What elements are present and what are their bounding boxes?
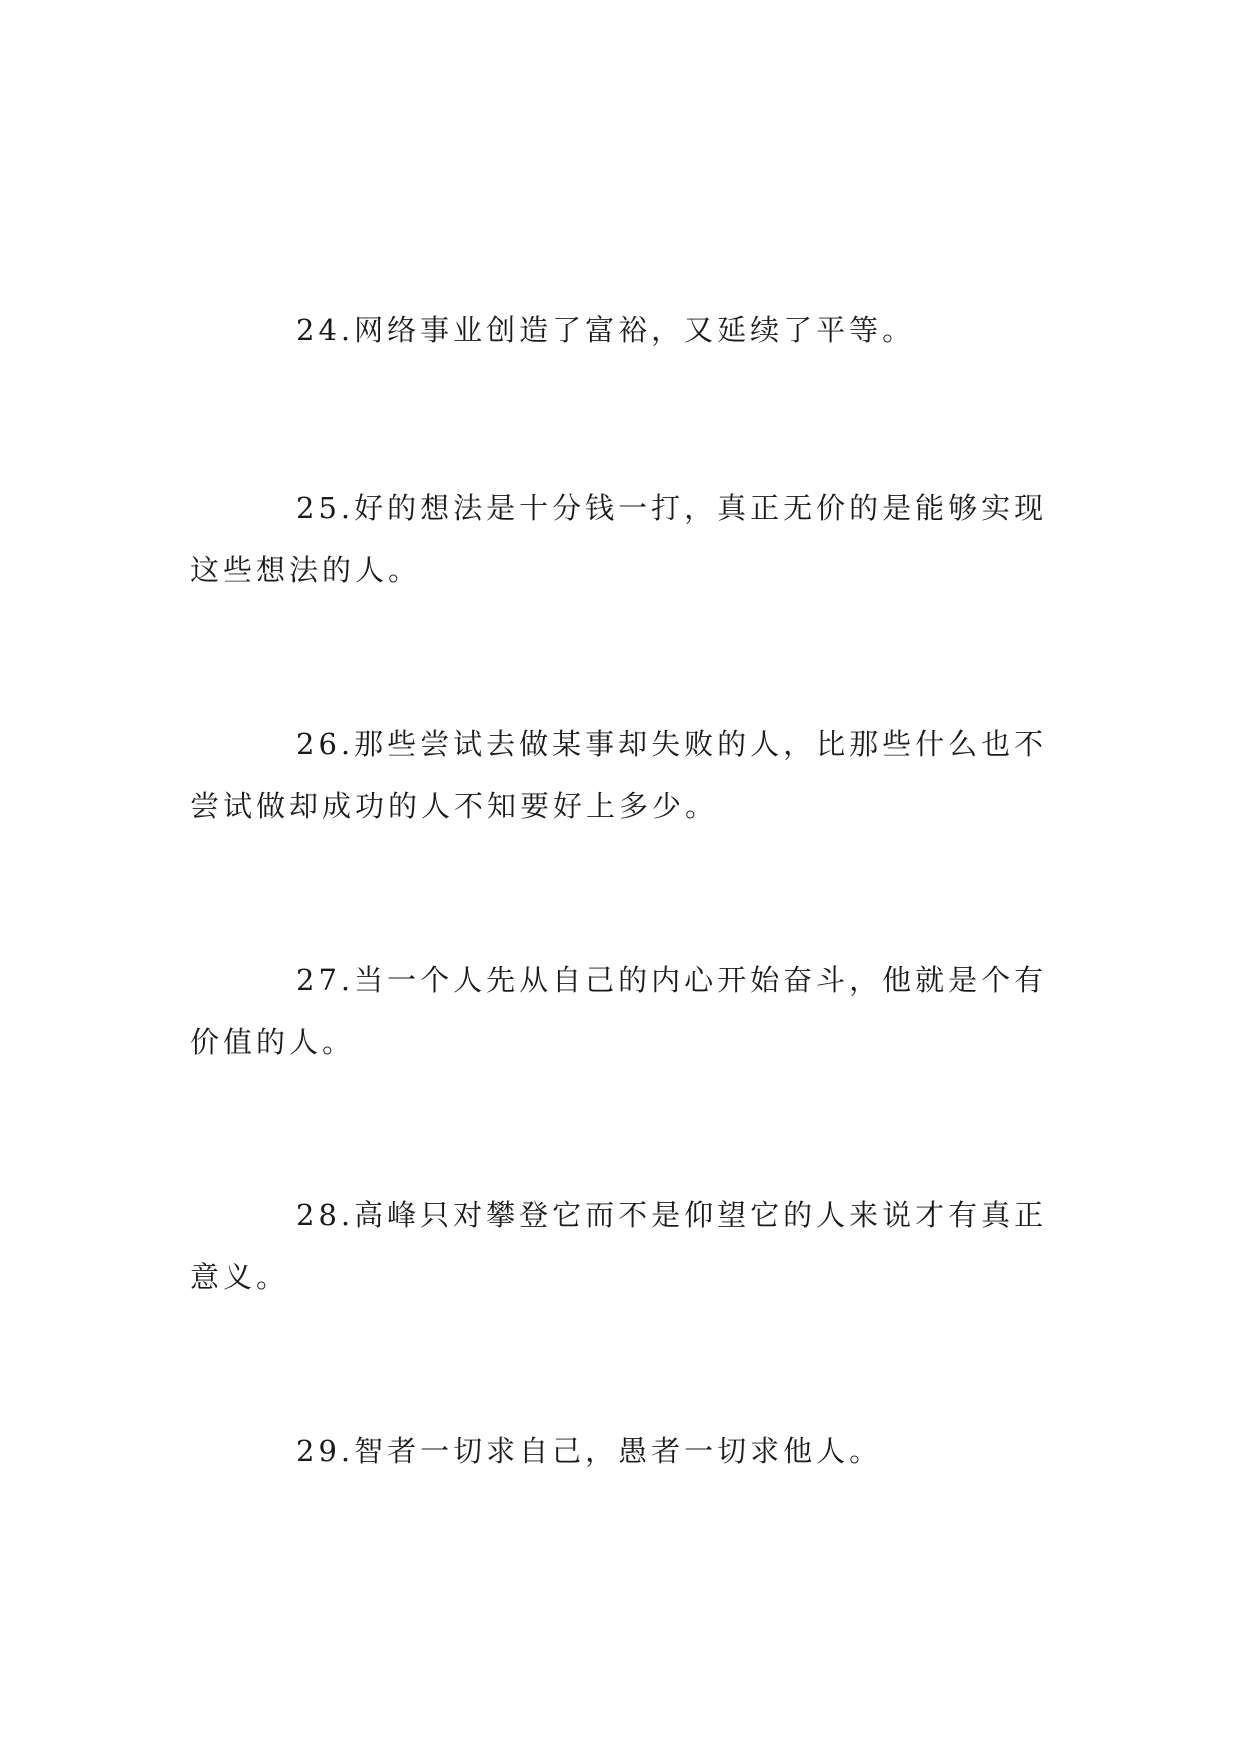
quote-paragraph-28: 28.高峰只对攀登它而不是仰望它的人来说才有真正意义。 [190, 1198, 1048, 1294]
quote-paragraph-24: 24.网络事业创造了富裕，又延续了平等。 [296, 313, 916, 347]
quote-paragraph-29: 29.智者一切求自己，愚者一切求他人。 [296, 1434, 883, 1468]
quote-paragraph-25: 25.好的想法是十分钱一打，真正无价的是能够实现这些想法的人。 [190, 491, 1048, 587]
quote-paragraph-27: 27.当一个人先从自己的内心开始奋斗，他就是个有价值的人。 [190, 963, 1048, 1059]
quote-paragraph-26: 26.那些尝试去做某事却失败的人，比那些什么也不尝试做却成功的人不知要好上多少。 [190, 727, 1048, 823]
